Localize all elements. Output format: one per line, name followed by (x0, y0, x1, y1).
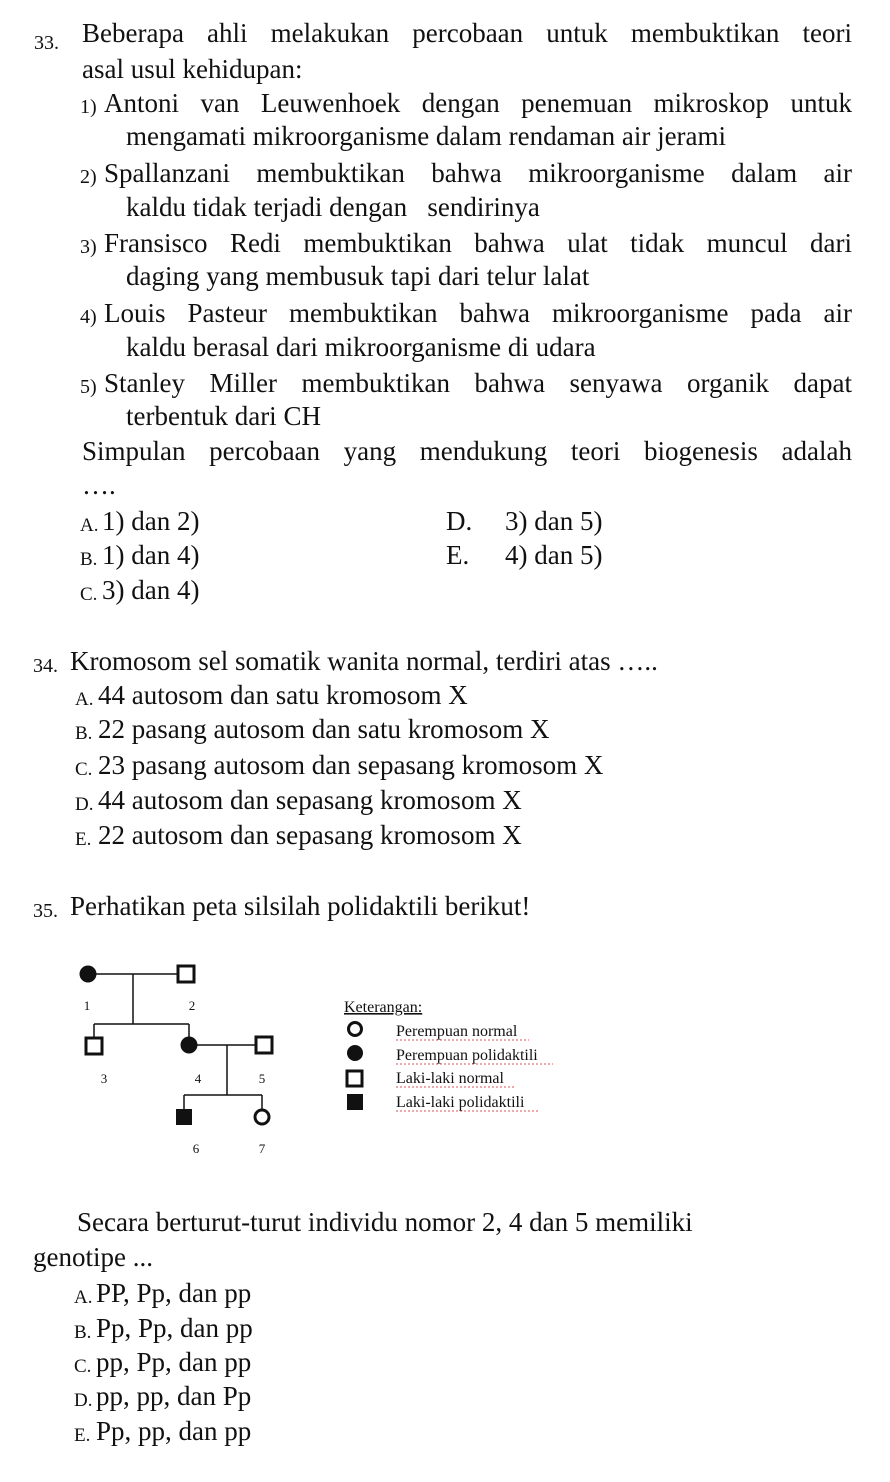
item-text: Spallanzani membuktikan bahwa mikroorganisme dalam air (104, 158, 852, 188)
item-text-cont: terbentuk dari CH (126, 401, 321, 431)
legend-title: Keterangan: (344, 999, 423, 1016)
item-text: Fransisco Redi membuktikan bahwa ulat tidak muncul dari (104, 228, 852, 258)
question-stem: Kromosom sel somatik wanita normal, terdiri atas ….. (70, 646, 658, 676)
question-number: 35. (33, 900, 58, 922)
option-text: 1) dan 4) (102, 540, 200, 570)
option-letter: C. (75, 759, 93, 780)
pedigree-chart (0, 950, 890, 1170)
option-letter: C. (74, 1356, 92, 1377)
option-letter: A. (75, 689, 94, 710)
option-letter: D. (75, 794, 94, 815)
female-affected-4 (181, 1037, 198, 1054)
question-text-cont: genotipe ... (33, 1242, 153, 1272)
item-text: Stanley Miller membuktikan bahwa senyawa organik dapat (104, 368, 852, 398)
legend-text: Laki-laki polidaktili (396, 1094, 525, 1111)
option-text: 3) dan 4) (102, 575, 200, 605)
option-text: Pp, Pp, dan pp (96, 1313, 253, 1343)
conclusion-ellipsis: …. (82, 470, 116, 500)
option-text: 23 pasang autosom dan sepasang kromosom X (98, 750, 604, 780)
item-text-cont: kaldu berasal dari mikroorganisme di udara (126, 332, 596, 362)
option-text: pp, Pp, dan pp (96, 1347, 252, 1377)
option-text: 44 autosom dan satu kromosom X (98, 680, 468, 710)
option-text: 22 pasang autosom dan satu kromosom X (98, 714, 550, 744)
item-number: 2) (80, 166, 97, 188)
question-number: 33. (34, 32, 59, 54)
individual-label: 7 (258, 1141, 266, 1156)
individual-label: 2 (188, 998, 196, 1013)
male-normal-2 (178, 966, 194, 982)
option-text: PP, Pp, dan pp (96, 1278, 252, 1308)
individual-label: 3 (100, 1071, 108, 1086)
option-letter: E. (75, 829, 92, 850)
option-letter: A. (80, 515, 99, 536)
option-text: 44 autosom dan sepasang kromosom X (98, 785, 522, 815)
individual-label: 6 (192, 1141, 200, 1156)
individual-label: 1 (83, 998, 91, 1013)
male-normal-5 (256, 1037, 272, 1053)
option-letter: B. (75, 723, 93, 744)
legend-text: Perempuan polidaktili (396, 1047, 538, 1064)
option-letter: D. (74, 1390, 93, 1411)
item-number: 5) (80, 376, 97, 398)
option-letter: E. (446, 540, 470, 570)
item-number: 4) (80, 306, 97, 328)
male-normal-3 (86, 1038, 102, 1054)
question-text: Secara berturut-turut individu nomor 2, 4 dan 5 memiliki (77, 1207, 693, 1237)
option-text: 22 autosom dan sepasang kromosom X (98, 820, 522, 850)
female-normal-7 (255, 1110, 269, 1124)
item-number: 3) (80, 236, 97, 258)
male-affected-6 (176, 1109, 192, 1125)
question-stem-cont: asal usul kehidupan: (82, 54, 303, 84)
question-number: 34. (33, 655, 58, 677)
female-affected-1 (80, 966, 97, 983)
item-text-cont: mengamati mikroorganisme dalam rendaman air jerami (126, 121, 727, 151)
question-stem: Perhatikan peta silsilah polidaktili berikut! (70, 891, 531, 921)
circle-open-icon (349, 1023, 362, 1036)
square-open-icon (347, 1071, 362, 1086)
option-text: 1) dan 2) (102, 506, 200, 536)
option-letter: E. (74, 1425, 91, 1446)
option-letter: C. (80, 584, 98, 605)
question-stem: Beberapa ahli melakukan percobaan untuk membuktikan teori (82, 18, 852, 48)
individual-label: 5 (258, 1071, 266, 1086)
option-letter: A. (74, 1287, 93, 1308)
item-text-cont: daging yang membusuk tapi dari telur lalat (126, 261, 590, 291)
circle-filled-icon (347, 1045, 363, 1061)
item-text-cont: kaldu tidak terjadi dengan sendirinya (126, 192, 540, 222)
option-letter: B. (74, 1322, 92, 1343)
conclusion-text: Simpulan percobaan yang mendukung teori biogenesis adalah (82, 436, 852, 466)
option-letter: D. (446, 506, 473, 536)
item-text: Louis Pasteur membuktikan bahwa mikroorganisme pada air (104, 298, 852, 328)
option-text: 4) dan 5) (505, 540, 603, 570)
option-text: 3) dan 5) (505, 506, 603, 536)
square-filled-icon (347, 1094, 363, 1110)
legend-text: Laki-laki normal (396, 1070, 504, 1087)
item-text: Antoni van Leuwenhoek dengan penemuan mikroskop untuk (104, 88, 852, 118)
item-number: 1) (80, 96, 97, 118)
individual-label: 4 (194, 1071, 202, 1086)
legend-text: Perempuan normal (396, 1023, 518, 1040)
option-text: pp, pp, dan Pp (96, 1381, 252, 1411)
option-letter: B. (80, 549, 98, 570)
option-text: Pp, pp, dan pp (96, 1416, 252, 1446)
